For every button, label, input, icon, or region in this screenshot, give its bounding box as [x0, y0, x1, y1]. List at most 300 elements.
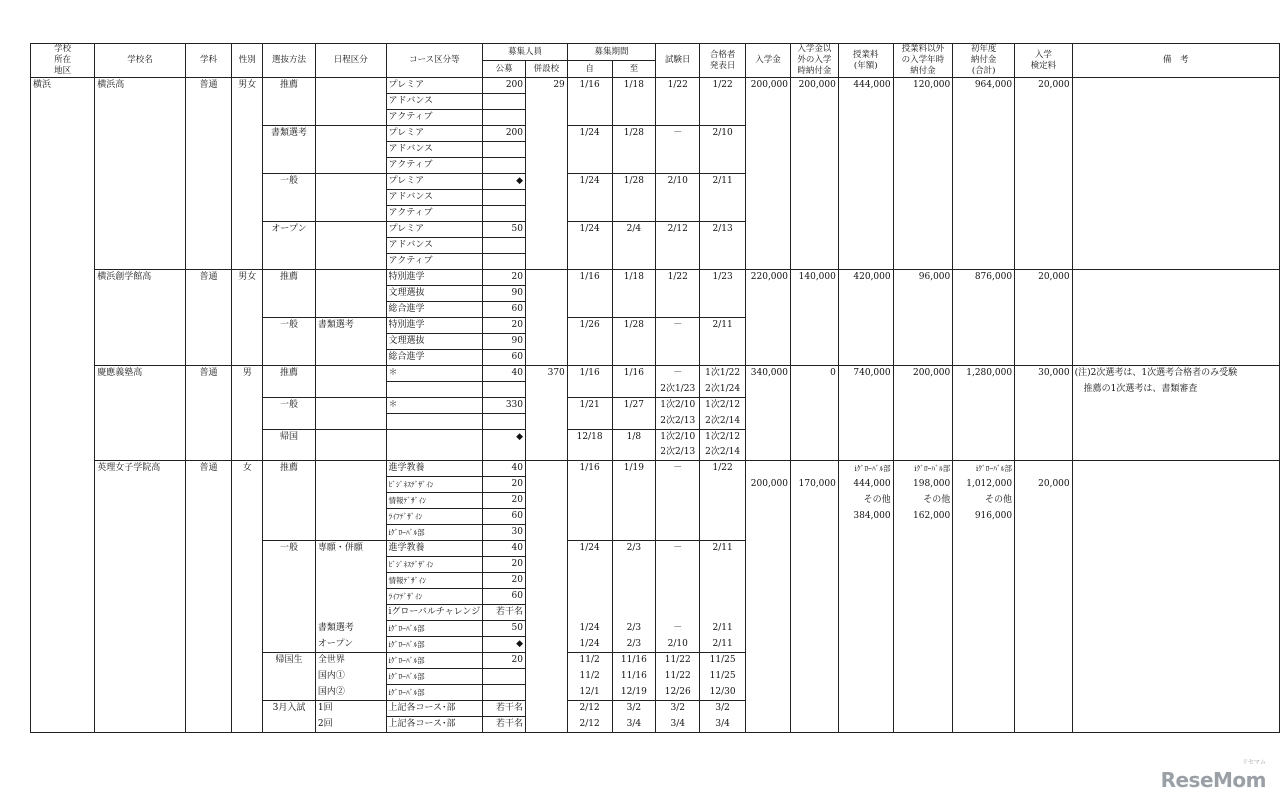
- sex-cell: [232, 414, 263, 430]
- area-cell: [31, 717, 95, 733]
- exam-date-cell: [656, 573, 700, 589]
- recruit-public-cell: 60: [483, 589, 526, 605]
- table-row: [31, 158, 1280, 174]
- first-year-cell: iｸﾞﾛｰﾊﾞﾙ部: [953, 461, 1015, 477]
- method-cell: 帰国: [263, 430, 316, 446]
- area-cell: [31, 669, 95, 685]
- recruit-public-cell: 若干名: [483, 701, 526, 717]
- first-year-cell: [953, 653, 1015, 669]
- exam-date-cell: [656, 477, 700, 493]
- tuition-cell: [838, 206, 893, 222]
- area-cell: [31, 509, 95, 525]
- first-year-cell: [953, 254, 1015, 270]
- first-year-cell: [953, 398, 1015, 414]
- tuition-cell: [838, 637, 893, 653]
- admission-fee-cell: [746, 637, 791, 653]
- school-cell: [95, 525, 186, 541]
- other-tuition-cell: [893, 541, 953, 557]
- other-admission-cell: [790, 461, 838, 477]
- method-cell: [263, 302, 316, 318]
- header-admission-fee: 入学金: [746, 44, 791, 78]
- method-cell: [263, 238, 316, 254]
- school-cell: [95, 669, 186, 685]
- other-tuition-cell: [893, 94, 953, 110]
- sex-cell: [232, 701, 263, 717]
- other-admission-cell: [790, 398, 838, 414]
- period-to-cell: [612, 493, 656, 509]
- other-admission-cell: [790, 190, 838, 206]
- exam-fee-cell: [1015, 493, 1073, 509]
- exam-date-cell: [656, 525, 700, 541]
- announce-cell: [700, 94, 746, 110]
- exam-date-cell: －: [656, 461, 700, 477]
- area-cell: [31, 493, 95, 509]
- recruit-public-cell: 50: [483, 222, 526, 238]
- other-tuition-cell: [893, 110, 953, 126]
- other-tuition-cell: [893, 525, 953, 541]
- schedule-cell: [315, 142, 386, 158]
- area-cell: [31, 477, 95, 493]
- other-admission-cell: [790, 222, 838, 238]
- period-from-cell: 12/18: [567, 430, 612, 446]
- dept-cell: 普通: [185, 366, 232, 382]
- recruit-combined-cell: [526, 525, 568, 541]
- admission-fee-cell: [746, 158, 791, 174]
- area-cell: [31, 430, 95, 446]
- dept-cell: [185, 318, 232, 334]
- admission-fee-cell: [746, 302, 791, 318]
- schedule-cell: [315, 78, 386, 94]
- table-row: [31, 302, 1280, 318]
- school-cell: [95, 190, 186, 206]
- admission-fee-cell: 200,000: [746, 477, 791, 493]
- recruit-combined-cell: [526, 701, 568, 717]
- course-cell: アドバンス: [386, 238, 483, 254]
- exam-date-cell: 1次2/10: [656, 398, 700, 414]
- dept-cell: [185, 238, 232, 254]
- method-cell: [263, 605, 316, 621]
- sex-cell: [232, 110, 263, 126]
- period-from-cell: 2/12: [567, 717, 612, 733]
- recruit-combined-cell: [526, 717, 568, 733]
- note-cell: [1072, 445, 1279, 461]
- area-cell: [31, 414, 95, 430]
- first-year-cell: [953, 605, 1015, 621]
- table-row: [31, 286, 1280, 302]
- area-cell: [31, 621, 95, 637]
- first-year-cell: [953, 717, 1015, 733]
- schedule-cell: [315, 238, 386, 254]
- recruit-combined-cell: 370: [526, 366, 568, 382]
- sex-cell: [232, 653, 263, 669]
- table-row: [31, 318, 1280, 334]
- admission-fee-cell: [746, 701, 791, 717]
- other-admission-cell: [790, 685, 838, 701]
- sex-cell: [232, 302, 263, 318]
- first-year-cell: 964,000: [953, 78, 1015, 94]
- other-tuition-cell: [893, 126, 953, 142]
- note-cell: [1072, 94, 1279, 110]
- announce-cell: 2/13: [700, 222, 746, 238]
- dept-cell: [185, 509, 232, 525]
- recruit-combined-cell: [526, 653, 568, 669]
- tuition-cell: 420,000: [838, 270, 893, 286]
- other-tuition-cell: [893, 318, 953, 334]
- schedule-cell: [315, 525, 386, 541]
- exam-date-cell: [656, 158, 700, 174]
- announce-cell: 3/2: [700, 701, 746, 717]
- admission-fee-cell: [746, 222, 791, 238]
- course-cell: 文理選抜: [386, 334, 483, 350]
- tuition-cell: [838, 669, 893, 685]
- schedule-cell: 全世界: [315, 653, 386, 669]
- table-row: [31, 669, 1280, 685]
- area-cell: [31, 382, 95, 398]
- announce-cell: [700, 190, 746, 206]
- tuition-cell: [838, 126, 893, 142]
- recruit-combined-cell: [526, 398, 568, 414]
- period-to-cell: 1/16: [612, 366, 656, 382]
- course-cell: 特別進学: [386, 270, 483, 286]
- course-cell: iｸﾞﾛｰﾊﾞﾙ部: [386, 669, 483, 685]
- table-row: [31, 206, 1280, 222]
- period-from-cell: [567, 605, 612, 621]
- dept-cell: [185, 589, 232, 605]
- other-admission-cell: [790, 302, 838, 318]
- exam-date-cell: －: [656, 126, 700, 142]
- other-admission-cell: [790, 621, 838, 637]
- period-to-cell: [612, 589, 656, 605]
- admission-fee-cell: [746, 493, 791, 509]
- period-to-cell: 1/28: [612, 174, 656, 190]
- dept-cell: [185, 414, 232, 430]
- other-tuition-cell: [893, 190, 953, 206]
- period-from-cell: 2/12: [567, 701, 612, 717]
- recruit-combined-cell: [526, 254, 568, 270]
- schedule-cell: [315, 222, 386, 238]
- exam-fee-cell: [1015, 238, 1073, 254]
- announce-cell: 2/10: [700, 126, 746, 142]
- schedule-cell: [315, 605, 386, 621]
- other-tuition-cell: [893, 302, 953, 318]
- announce-cell: 2/11: [700, 318, 746, 334]
- recruit-public-cell: 20: [483, 477, 526, 493]
- tuition-cell: [838, 525, 893, 541]
- schedule-cell: [315, 557, 386, 573]
- first-year-cell: 876,000: [953, 270, 1015, 286]
- table-row: [31, 366, 1280, 382]
- area-cell: [31, 222, 95, 238]
- first-year-cell: [953, 573, 1015, 589]
- first-year-cell: [953, 589, 1015, 605]
- sex-cell: [232, 174, 263, 190]
- dept-cell: [185, 142, 232, 158]
- sex-cell: [232, 685, 263, 701]
- other-admission-cell: 140,000: [790, 270, 838, 286]
- first-year-cell: [953, 206, 1015, 222]
- announce-cell: 12/30: [700, 685, 746, 701]
- table-row: [31, 525, 1280, 541]
- first-year-cell: [953, 94, 1015, 110]
- recruit-combined-cell: [526, 430, 568, 446]
- announce-cell: [700, 589, 746, 605]
- note-cell: [1072, 685, 1279, 701]
- exam-fee-cell: [1015, 573, 1073, 589]
- table-row: [31, 621, 1280, 637]
- period-to-cell: [612, 477, 656, 493]
- school-cell: [95, 382, 186, 398]
- school-cell: [95, 557, 186, 573]
- exam-fee-cell: [1015, 685, 1073, 701]
- other-tuition-cell: [893, 222, 953, 238]
- other-admission-cell: [790, 573, 838, 589]
- recruit-public-cell: [483, 158, 526, 174]
- exam-fee-cell: [1015, 414, 1073, 430]
- area-cell: [31, 350, 95, 366]
- other-admission-cell: [790, 350, 838, 366]
- other-tuition-cell: 96,000: [893, 270, 953, 286]
- exam-fee-cell: [1015, 334, 1073, 350]
- note-cell: [1072, 78, 1279, 94]
- period-from-cell: [567, 110, 612, 126]
- table-row: [31, 350, 1280, 366]
- admission-fee-cell: [746, 206, 791, 222]
- exam-fee-cell: 20,000: [1015, 477, 1073, 493]
- other-tuition-cell: [893, 701, 953, 717]
- other-admission-cell: [790, 701, 838, 717]
- sex-cell: [232, 445, 263, 461]
- first-year-cell: [953, 525, 1015, 541]
- period-to-cell: [612, 110, 656, 126]
- tuition-cell: [838, 158, 893, 174]
- announce-cell: 2/11: [700, 541, 746, 557]
- school-cell: [95, 573, 186, 589]
- area-cell: [31, 142, 95, 158]
- school-cell: [95, 158, 186, 174]
- recruit-combined-cell: [526, 685, 568, 701]
- header-dept: 学科: [185, 44, 232, 78]
- admission-fee-cell: 200,000: [746, 78, 791, 94]
- period-from-cell: [567, 525, 612, 541]
- recruit-public-cell: 200: [483, 126, 526, 142]
- exam-fee-cell: [1015, 126, 1073, 142]
- schedule-cell: [315, 493, 386, 509]
- admission-fee-cell: [746, 238, 791, 254]
- table-header: [31, 44, 1280, 78]
- table-row: [31, 238, 1280, 254]
- other-tuition-cell: [893, 158, 953, 174]
- exam-date-cell: [656, 286, 700, 302]
- exam-date-cell: [656, 142, 700, 158]
- table-row: [31, 126, 1280, 142]
- school-cell: [95, 605, 186, 621]
- course-cell: アドバンス: [386, 142, 483, 158]
- school-cell: [95, 621, 186, 637]
- first-year-cell: 1,280,000: [953, 366, 1015, 382]
- schedule-cell: 書類選考: [315, 621, 386, 637]
- area-cell: [31, 685, 95, 701]
- other-tuition-cell: [893, 637, 953, 653]
- area-cell: [31, 190, 95, 206]
- recruit-combined-cell: [526, 493, 568, 509]
- period-to-cell: [612, 158, 656, 174]
- method-cell: [263, 557, 316, 573]
- header-recruit-public: 公募: [483, 61, 526, 78]
- exam-date-cell: 11/22: [656, 669, 700, 685]
- sex-cell: [232, 126, 263, 142]
- dept-cell: [185, 430, 232, 446]
- course-cell: 総合進学: [386, 302, 483, 318]
- area-cell: [31, 701, 95, 717]
- exam-date-cell: [656, 589, 700, 605]
- exam-fee-cell: [1015, 318, 1073, 334]
- exam-fee-cell: [1015, 222, 1073, 238]
- admission-fee-cell: [746, 430, 791, 446]
- dept-cell: [185, 669, 232, 685]
- note-cell: [1072, 222, 1279, 238]
- recruit-combined-cell: [526, 414, 568, 430]
- other-admission-cell: [790, 174, 838, 190]
- note-cell: [1072, 414, 1279, 430]
- other-tuition-cell: [893, 685, 953, 701]
- other-admission-cell: [790, 589, 838, 605]
- tuition-cell: [838, 414, 893, 430]
- other-tuition-cell: [893, 286, 953, 302]
- exam-fee-cell: [1015, 254, 1073, 270]
- schedule-cell: 国内②: [315, 685, 386, 701]
- announce-cell: 1/22: [700, 461, 746, 477]
- recruit-public-cell: [483, 669, 526, 685]
- dept-cell: [185, 350, 232, 366]
- admission-fee-cell: [746, 334, 791, 350]
- school-cell: [95, 286, 186, 302]
- admission-fee-cell: [746, 461, 791, 477]
- first-year-cell: その他: [953, 493, 1015, 509]
- period-to-cell: 11/16: [612, 669, 656, 685]
- exam-date-cell: －: [656, 318, 700, 334]
- recruit-combined-cell: [526, 126, 568, 142]
- recruit-combined-cell: [526, 334, 568, 350]
- period-to-cell: 2/4: [612, 222, 656, 238]
- recruit-public-cell: 20: [483, 653, 526, 669]
- period-to-cell: 1/28: [612, 318, 656, 334]
- header-school: 学校名: [95, 44, 186, 78]
- recruit-combined-cell: [526, 637, 568, 653]
- course-cell: 上記各コース･部: [386, 717, 483, 733]
- area-cell: [31, 605, 95, 621]
- first-year-cell: 916,000: [953, 509, 1015, 525]
- announce-cell: 2/11: [700, 621, 746, 637]
- first-year-cell: [953, 302, 1015, 318]
- announce-cell: [700, 110, 746, 126]
- recruit-combined-cell: [526, 318, 568, 334]
- schedule-cell: [315, 382, 386, 398]
- area-cell: [31, 573, 95, 589]
- dept-cell: [185, 254, 232, 270]
- school-cell: [95, 685, 186, 701]
- note-cell: [1072, 430, 1279, 446]
- course-cell: アドバンス: [386, 190, 483, 206]
- schedule-cell: 1回: [315, 701, 386, 717]
- recruit-public-cell: 20: [483, 270, 526, 286]
- first-year-cell: [953, 222, 1015, 238]
- recruit-combined-cell: [526, 605, 568, 621]
- exam-date-cell: 2次1/23: [656, 382, 700, 398]
- announce-cell: 1/22: [700, 78, 746, 94]
- admission-fee-cell: [746, 94, 791, 110]
- other-admission-cell: [790, 110, 838, 126]
- period-to-cell: 1/18: [612, 78, 656, 94]
- dept-cell: [185, 302, 232, 318]
- other-tuition-cell: [893, 414, 953, 430]
- exam-fee-cell: [1015, 430, 1073, 446]
- method-cell: [263, 254, 316, 270]
- tuition-cell: [838, 621, 893, 637]
- other-admission-cell: [790, 637, 838, 653]
- dept-cell: [185, 206, 232, 222]
- exam-fee-cell: [1015, 557, 1073, 573]
- period-from-cell: [567, 302, 612, 318]
- admission-fee-cell: [746, 126, 791, 142]
- table-row: [31, 94, 1280, 110]
- area-cell: [31, 461, 95, 477]
- sex-cell: [232, 190, 263, 206]
- recruit-public-cell: 40: [483, 366, 526, 382]
- exam-fee-cell: 30,000: [1015, 366, 1073, 382]
- course-cell: iｸﾞﾛｰﾊﾞﾙ部: [386, 637, 483, 653]
- exam-fee-cell: [1015, 142, 1073, 158]
- tuition-cell: [838, 110, 893, 126]
- schedule-cell: [315, 286, 386, 302]
- header-recruit-combined: 併設校: [526, 61, 568, 78]
- schedule-cell: [315, 477, 386, 493]
- period-to-cell: [612, 445, 656, 461]
- course-cell: iｸﾞﾛｰﾊﾞﾙ部: [386, 621, 483, 637]
- exam-fee-cell: [1015, 605, 1073, 621]
- period-to-cell: 1/27: [612, 398, 656, 414]
- method-cell: [263, 525, 316, 541]
- course-cell: 進学教養: [386, 541, 483, 557]
- period-to-cell: [612, 286, 656, 302]
- recruit-public-cell: [483, 110, 526, 126]
- note-cell: [1072, 190, 1279, 206]
- other-admission-cell: 170,000: [790, 477, 838, 493]
- recruit-public-cell: [483, 94, 526, 110]
- table-row: [31, 222, 1280, 238]
- course-cell: iｸﾞﾛｰﾊﾞﾙ部: [386, 685, 483, 701]
- recruit-public-cell: 60: [483, 350, 526, 366]
- exam-fee-cell: [1015, 509, 1073, 525]
- first-year-cell: [953, 110, 1015, 126]
- announce-cell: [700, 350, 746, 366]
- recruit-public-cell: [483, 414, 526, 430]
- header-notes: 備 考: [1072, 44, 1279, 78]
- dept-cell: [185, 286, 232, 302]
- period-from-cell: 1/24: [567, 222, 612, 238]
- course-cell: iグローバルチャレンジ: [386, 605, 483, 621]
- exam-date-cell: 11/22: [656, 653, 700, 669]
- other-admission-cell: [790, 414, 838, 430]
- header-tuition: 授業料 (年額): [838, 44, 893, 78]
- schedule-cell: [315, 94, 386, 110]
- other-admission-cell: [790, 717, 838, 733]
- recruit-combined-cell: [526, 286, 568, 302]
- first-year-cell: [953, 685, 1015, 701]
- school-cell: [95, 94, 186, 110]
- exam-date-cell: 12/26: [656, 685, 700, 701]
- school-cell: [95, 541, 186, 557]
- table-row: [31, 541, 1280, 557]
